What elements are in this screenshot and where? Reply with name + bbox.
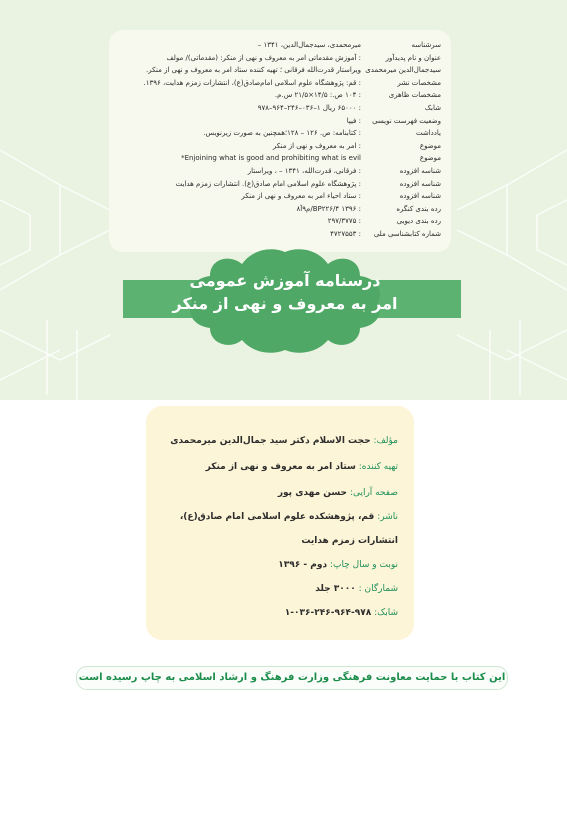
- credit-value: حجت الاسلام دکتر سید جمال‌الدین میرمحمدی: [170, 436, 371, 446]
- catalog-row: [111, 40, 441, 51]
- credit-label: نوبت و سال چاپ:: [329, 560, 398, 570]
- catalog-value: : امر به معروف و نهی از منکر: [272, 141, 361, 150]
- credit-label: صفحه آرایی:: [349, 488, 398, 498]
- catalog-label: شابک: [424, 104, 441, 112]
- catalog-value: میرمحمدی، سیدجمال‌الدین، ۱۳۴۱ –: [257, 41, 361, 49]
- catalog-value: : آموزش مقدماتی امر به معروف و نهی از منکر: (مقدماتی)/ مولف: [166, 53, 361, 62]
- catalog-row: [111, 204, 441, 215]
- credit-value: انتشارات زمزم هدایت: [301, 536, 398, 546]
- catalog-label: رده بندی کنگره: [396, 204, 441, 213]
- credits-card: [146, 406, 414, 640]
- catalog-row: [111, 103, 441, 114]
- catalog-label: یادداشت: [416, 129, 441, 138]
- footer-banner: [76, 666, 508, 690]
- catalog-label: شناسه افزوده: [399, 192, 441, 201]
- catalog-row: [111, 116, 441, 127]
- catalog-value: Enjoining what is good and prohibiting what is evil*: [181, 154, 361, 163]
- credit-value: حسن مهدی پور: [277, 488, 348, 498]
- credit-row: [148, 606, 398, 620]
- catalog-value: ویراستار قدرت‌الله فرقانی ؛ تهیه کننده ستاد امر به معروف و نهی از منکر.: [146, 66, 361, 75]
- catalog-label: موضوع: [419, 154, 441, 163]
- catalog-value: : ۱۰۴ ص.: ۱۴/۵×۲۱/۵ س.م.: [274, 91, 361, 100]
- catalog-value: : فیپا: [346, 116, 361, 125]
- catalog-row: [111, 141, 441, 152]
- title-line-2: امر به معروف و نهی از منکر: [172, 294, 398, 313]
- catalog-value: : قم: پژوهشگاه علوم اسلامی امام‌صادق(ع)، انتشارات زمزم هدایت، ۱۳۹۶.: [143, 78, 361, 87]
- catalog-row: [111, 216, 441, 227]
- catalog-label: رده بندی دیویی: [396, 217, 441, 226]
- credit-label: ناشر:: [377, 512, 398, 522]
- footer-text: این کتاب با حمایت معاونت فرهنگی وزارت فرهنگ و ارشاد اسلامی به چاپ رسیده است: [78, 672, 506, 683]
- catalog-label: مشخصات نشر: [397, 78, 441, 87]
- catalog-row: [111, 191, 441, 202]
- catalog-card: [109, 30, 451, 252]
- catalog-value: : ۲۹۷/۳۷۷۵: [327, 217, 361, 226]
- credit-value: قم، پژوهشکده علوم اسلامی امام صادق(ع)،: [179, 512, 375, 522]
- catalog-row: [111, 65, 441, 76]
- catalog-row: [111, 90, 441, 101]
- catalog-label: مشخصات ظاهری: [388, 91, 441, 100]
- catalog-value: : پژوهشگاه علوم اسلامی امام صادق(ع). انتشارات زمزم هدایت: [175, 179, 361, 188]
- credit-label: مؤلف:: [373, 436, 398, 446]
- credit-row: [148, 486, 398, 500]
- credit-value: ۳۰۰۰ جلد: [315, 584, 356, 594]
- catalog-label: وضعیت فهرست نویسی: [372, 116, 441, 125]
- credit-label: شابک:: [374, 608, 398, 618]
- credit-row: [148, 460, 398, 474]
- catalog-label: سرشناسه: [411, 41, 441, 49]
- catalog-row: [111, 128, 441, 139]
- catalog-row: [111, 179, 441, 190]
- catalog-label: شناسه افزوده: [399, 167, 441, 175]
- catalog-value: : ستاد احیاء امر به معروف و نهی از منکر: [241, 192, 361, 201]
- credit-label: شمارگان :: [358, 584, 398, 594]
- catalog-value: : ۱۳۹۶ BP۲۲۶/۴/م۹آ۸: [296, 204, 361, 213]
- catalog-value: : فرقانی، قدرت‌الله، ۱۳۴۱ – ، ویراستار: [247, 167, 361, 175]
- catalog-label: سیدجمال‌الدین میرمحمدی: [365, 66, 441, 75]
- credit-value: ستاد امر به معروف و نهی از منکر: [205, 462, 356, 472]
- credit-value: ۹۷۸-۹۶۴-۲۴۶-۰۳۶-۱: [284, 608, 372, 618]
- catalog-value: : کتابنامه: ص. ۱۲۶ – ۱۲۸؛همچنین به صورت زیرنویس.: [203, 129, 361, 138]
- catalog-row: [111, 78, 441, 89]
- credit-value: دوم - ۱۳۹۶: [278, 560, 328, 570]
- catalog-row: [111, 153, 441, 164]
- credit-row: [148, 434, 398, 448]
- catalog-row: [111, 229, 441, 240]
- catalog-label: شماره کتابشناسی ملی: [373, 230, 441, 238]
- credit-row: [148, 534, 398, 548]
- credit-row: [148, 582, 398, 596]
- title-line-1: درسنامه آموزش عمومی: [189, 271, 381, 290]
- book-title: [170, 270, 400, 316]
- credit-label: تهیه کننده:: [358, 462, 398, 472]
- catalog-row: [111, 53, 441, 64]
- catalog-value: : ۴۷۲۷۵۵۳: [330, 230, 361, 238]
- catalog-label: موضوع: [419, 141, 441, 150]
- credit-row: [148, 510, 398, 524]
- credit-row: [148, 558, 398, 572]
- catalog-value: : ۶۵۰۰۰ ریال ۱–۰۳۶–۲۴۶–۹۶۴–۹۷۸: [257, 104, 361, 112]
- catalog-label: عنوان و نام پدیدآور: [385, 53, 441, 62]
- catalog-label: شناسه افزوده: [399, 179, 441, 188]
- catalog-row: [111, 166, 441, 177]
